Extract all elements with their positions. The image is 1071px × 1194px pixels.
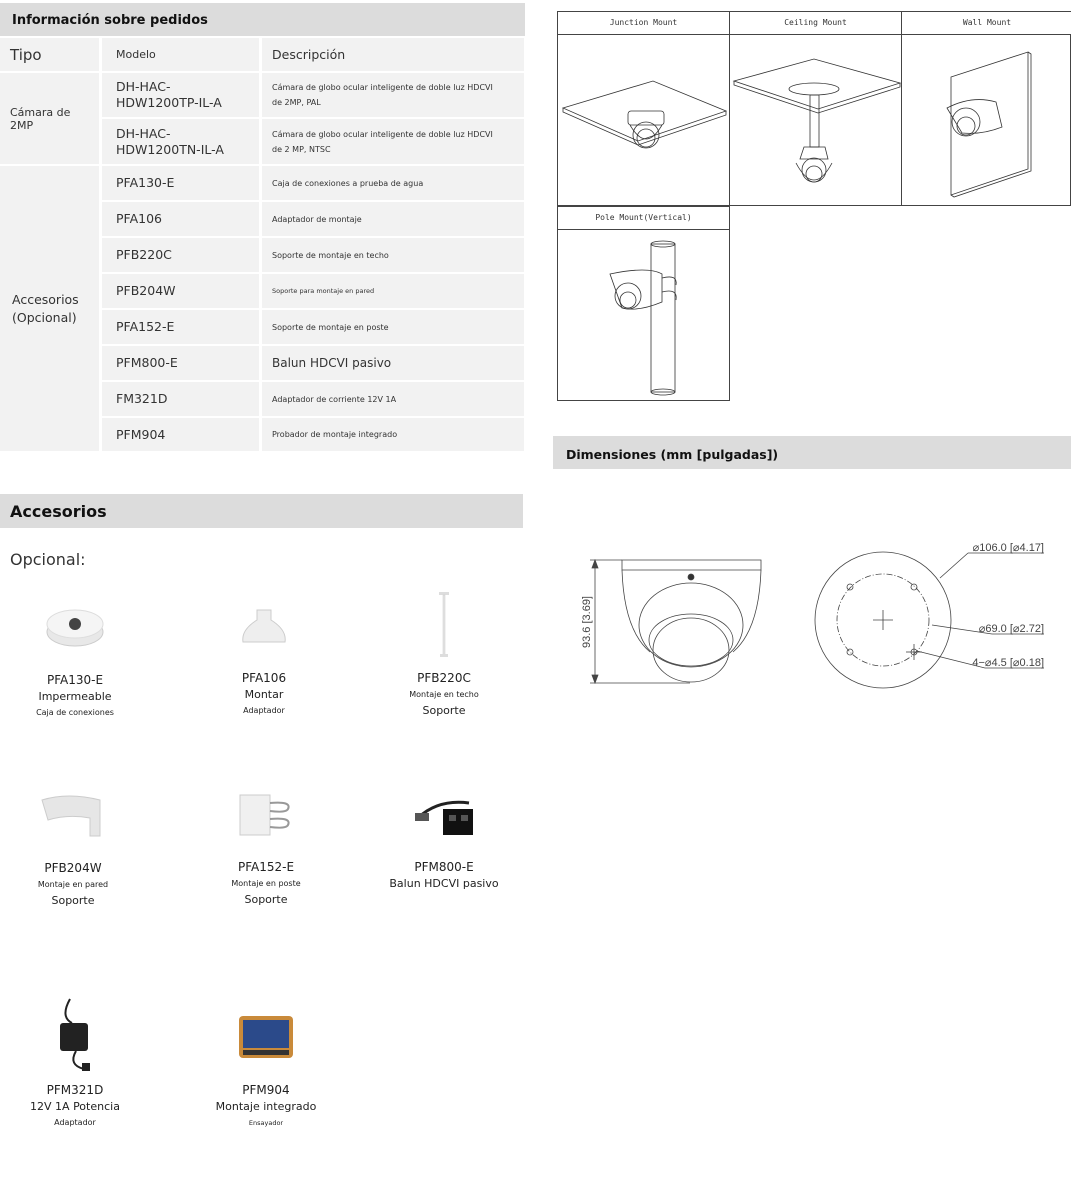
group-accessories [0, 166, 99, 451]
ceiling-mount-drawing [729, 34, 902, 206]
dimensions-section-title: Dimensiones (mm [pulgadas]) [553, 436, 1071, 469]
accessory-model: PFM904 [242, 1083, 290, 1097]
accessory-line3: Adaptador [243, 706, 285, 715]
accessory-line2: Balun HDCVI pasivo [389, 877, 499, 890]
inner-diameter-label: ⌀69.0 [⌀2.72] [978, 623, 1044, 635]
accessory-item [191, 992, 341, 1131]
group-camera: Cámara de 2MP [0, 73, 99, 164]
outer-diameter-label: ⌀106.0 [⌀4.17] [972, 542, 1044, 554]
dimensions-drawing [570, 540, 1071, 700]
table-row-model: PFB204W [102, 274, 259, 308]
accessory-model: PFM800-E [414, 860, 474, 874]
accessory-item [369, 769, 519, 892]
header-type: Tipo [0, 38, 99, 71]
table-row-description: Soporte de montaje en techo [262, 238, 524, 272]
pole-bracket-icon [191, 769, 341, 859]
power-adapter-icon [0, 992, 150, 1082]
accessory-model: PFB220C [417, 671, 471, 685]
side-view [590, 560, 761, 683]
accessory-item [0, 992, 150, 1131]
table-row-model: PFA130-E [102, 166, 259, 200]
accessory-model: PFB204W [44, 861, 102, 875]
accessory-line3: Soporte [244, 893, 288, 906]
table-row-description: Adaptador de montaje [262, 202, 524, 236]
tester-icon [191, 992, 341, 1082]
table-row-description: Caja de conexiones a prueba de agua [262, 166, 524, 200]
mount-label-wall: Wall Mount [901, 11, 1071, 35]
balun-icon [369, 769, 519, 859]
accessories-subtitle: Opcional: [10, 550, 86, 569]
mount-label-junction: Junction Mount [557, 11, 730, 35]
accessory-model: PFA152-E [237, 860, 295, 874]
accessory-item [0, 582, 150, 721]
mount-label-ceiling: Ceiling Mount [729, 11, 902, 35]
accessory-line3: Adaptador [54, 1118, 96, 1127]
accessory-line2: Montar [244, 688, 284, 701]
accessory-line2: Impermeable [38, 690, 112, 703]
table-row-description [262, 119, 524, 164]
table-row-description: Probador de montaje integrado [262, 418, 524, 451]
height-dimension: 93.6 [3.69] [581, 596, 593, 648]
accessory-item [189, 580, 339, 719]
table-row-description: Soporte para montaje en pared [262, 274, 524, 308]
ceiling-bracket-icon [369, 580, 519, 670]
holes-label: 4−⌀4.5 [⌀0.18] [972, 657, 1044, 669]
wall-bracket-icon [0, 770, 148, 860]
accessory-line2: 12V 1A Potencia [30, 1100, 120, 1113]
wall-mount-drawing [901, 34, 1071, 206]
accessory-item [0, 770, 148, 909]
pole-mount-drawing [557, 229, 730, 401]
accessory-model: PFM321D [46, 1083, 104, 1097]
table-row-model: PFA106 [102, 202, 259, 236]
table-row-model: DH-HAC-HDW1200TP-IL-A [102, 73, 259, 117]
mount-adapter-icon [189, 580, 339, 670]
accessory-line2: Montaje en pared [37, 880, 109, 889]
accessory-model: PFA106 [241, 671, 287, 685]
table-row-description [262, 73, 524, 117]
group-accessories-line2: (Opcional) [12, 309, 77, 325]
accessories-section-title: Accesorios [0, 494, 523, 528]
junction-mount-drawing [557, 34, 730, 206]
table-row-model: PFA152-E [102, 310, 259, 344]
header-description: Descripción [262, 38, 524, 71]
accessory-line3: Soporte [422, 704, 466, 717]
description-line: de 2 MP, NTSC [272, 144, 331, 154]
table-row-model: PFM800-E [102, 346, 259, 380]
description-line: Cámara de globo ocular inteligente de doble luz HDCVI [272, 129, 493, 139]
table-row-description: Balun HDCVI pasivo [262, 346, 524, 380]
table-row-model: PFB220C [102, 238, 259, 272]
group-accessories-line1: Accesorios [12, 291, 79, 307]
accessory-line3: Caja de conexiones [36, 708, 114, 717]
description-line: de 2MP, PAL [272, 98, 321, 107]
accessory-line3: Soporte [51, 894, 95, 907]
junction-box-icon [0, 582, 150, 672]
table-row-description: Adaptador de corriente 12V 1A [262, 382, 524, 416]
description-line: Cámara de globo ocular inteligente de doble luz HDCVI [272, 83, 493, 92]
accessory-line3: Ensayador [248, 1119, 284, 1127]
accessory-line2: Montaje integrado [215, 1100, 317, 1113]
accessory-item [369, 580, 519, 719]
mount-options-diagram [557, 11, 1071, 401]
table-row-model: PFM904 [102, 418, 259, 451]
table-row-description: Soporte de montaje en poste [262, 310, 524, 344]
accessory-model: PFA130-E [46, 673, 104, 687]
accessory-item [191, 769, 341, 908]
accessory-line2: Montaje en techo [409, 690, 479, 699]
mount-label-pole: Pole Mount(Vertical) [557, 206, 730, 230]
table-row-model: FM321D [102, 382, 259, 416]
header-model: Modelo [102, 38, 259, 71]
accessory-line2: Montaje en poste [231, 879, 301, 888]
ordering-section-title: Información sobre pedidos [0, 3, 525, 36]
table-row-model: DH-HAC-HDW1200TN-IL-A [102, 119, 259, 164]
